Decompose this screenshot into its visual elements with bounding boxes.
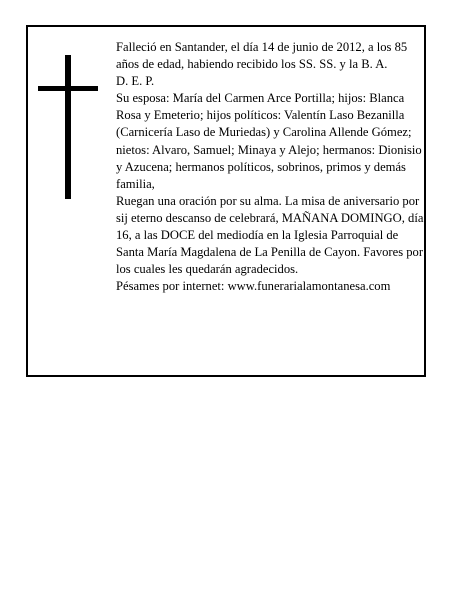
cross-horizontal-bar [38, 86, 98, 91]
cross-icon [38, 55, 98, 199]
obituary-text [116, 39, 426, 295]
death-announcement: Falleció en Santander, el día 14 de junio de 2012, a los 85 años de edad, habiendo recibido los SS. SS. y la B. A. [116, 40, 408, 72]
mass-announcement: Ruegan una oración por su alma. La misa de aniversario por sij eterno descanso de celebrará, MAÑANA DOMINGO, día 16, a las DOCE del mediodía en la Iglesia Parroquial de Santa María Magdalena de La Penilla de Cayon. Favores por los cuales les quedarán agradecidos. [116, 193, 424, 277]
cross-vertical-bar [65, 55, 71, 199]
family-list: Su esposa: María del Carmen Arce Portilla; hijos: Blanca Rosa y Emeterio; hijos políticos: Valentín Laso Bezanilla (Carnicería Laso de Muriedas) y Carolina Allende Gómez; nietos: Alvaro, Samuel; Minaya y Alejo; hermanos: Dionisio y Azucena; hermanos políticos, sobrinos, primos y demás familia, [116, 91, 422, 191]
condolences-website: Pésames por internet: www.funerarialamontanesa.com [116, 279, 391, 294]
rest-in-peace: D. E. P. [116, 74, 155, 89]
obituary-notice [26, 25, 426, 377]
